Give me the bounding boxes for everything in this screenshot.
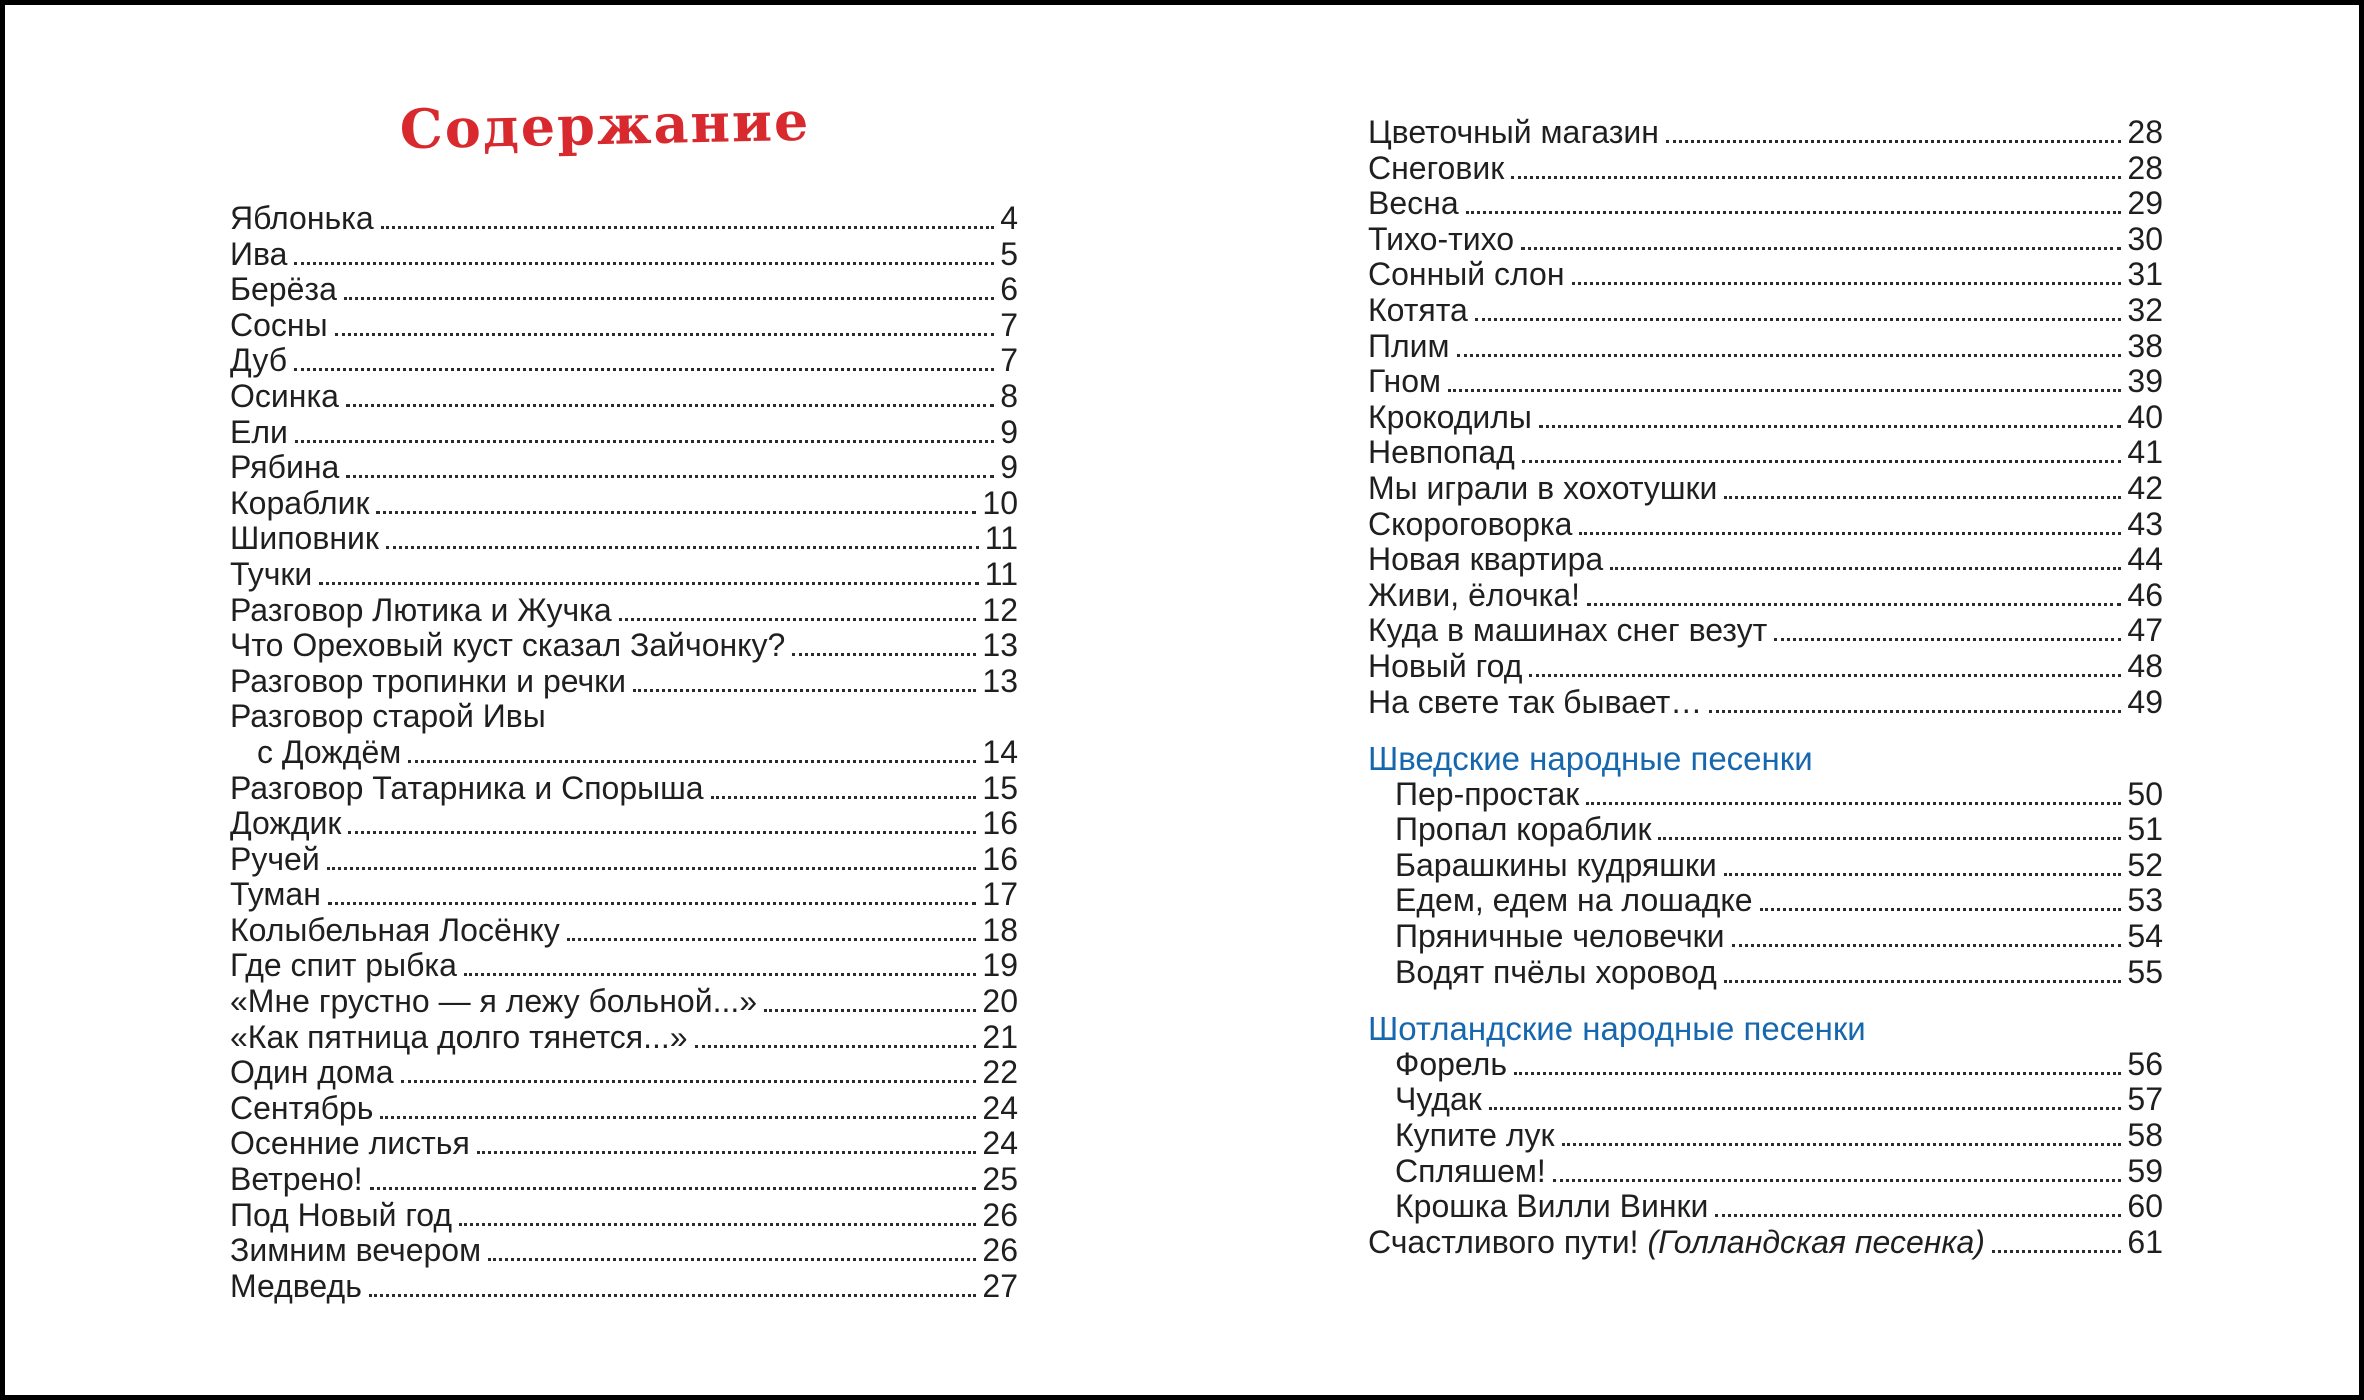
section-header-label: Шотландские народные песенки xyxy=(1368,1010,1866,1048)
dot-leader xyxy=(328,902,977,905)
entry-title: Ели xyxy=(230,413,288,450)
page-number: 20 xyxy=(982,983,1018,1020)
toc-entry xyxy=(230,664,1018,700)
dot-leader xyxy=(401,1080,977,1083)
toc-entry xyxy=(1368,1225,2163,1261)
toc-entry xyxy=(230,272,1018,308)
entry-title: Рябина xyxy=(230,449,340,486)
dot-leader xyxy=(488,1258,976,1261)
entry-title: Гном xyxy=(1368,363,1441,400)
toc-entry xyxy=(230,984,1018,1020)
entry-title: Невпопад xyxy=(1368,434,1515,471)
toc-entry xyxy=(230,201,1018,237)
dot-leader xyxy=(1586,802,2121,805)
page-number: 15 xyxy=(982,769,1018,806)
page-number: 54 xyxy=(2127,918,2163,955)
page-number: 47 xyxy=(2127,612,2163,649)
toc-entry xyxy=(1368,329,2163,365)
dot-leader xyxy=(1539,425,2122,428)
toc-entry xyxy=(1368,578,2163,614)
toc-right-column xyxy=(1368,115,2163,1260)
toc-entry xyxy=(1368,919,2163,955)
toc-entry xyxy=(230,735,1018,771)
toc-entry xyxy=(230,1091,1018,1127)
entry-title: Живи, ёлочка! xyxy=(1368,576,1581,613)
page-number: 25 xyxy=(982,1161,1018,1198)
toc-entry xyxy=(230,1198,1018,1234)
toc-entry xyxy=(1368,115,2163,151)
dot-leader xyxy=(792,653,976,656)
toc-entry xyxy=(1368,364,2163,400)
dot-leader xyxy=(348,831,976,834)
dot-leader xyxy=(633,689,976,692)
dot-leader xyxy=(1562,1143,2122,1146)
entry-title: «Мне грустно — я лежу больной...» xyxy=(230,983,758,1020)
entry-title: Что Ореховый куст сказал Зайчонку? xyxy=(230,627,786,664)
page-number: 61 xyxy=(2127,1223,2163,1260)
toc-entry xyxy=(1368,257,2163,293)
page-number: 32 xyxy=(2127,291,2163,328)
entry-title: Ручей xyxy=(230,840,320,877)
page-number: 30 xyxy=(2127,220,2163,257)
entry-title: Едем, едем на лошадке xyxy=(1395,882,1753,919)
page-number: 10 xyxy=(982,484,1018,521)
dot-leader xyxy=(477,1151,977,1154)
entry-title: Новый год xyxy=(1368,647,1523,684)
toc-entry xyxy=(230,343,1018,379)
page-number: 46 xyxy=(2127,576,2163,613)
toc-entry xyxy=(1368,1189,2163,1225)
entry-title: Ива xyxy=(230,235,288,272)
dot-leader xyxy=(1732,944,2122,947)
page-number: 60 xyxy=(2127,1188,2163,1225)
entry-title: Снеговик xyxy=(1368,149,1505,186)
page-number: 52 xyxy=(2127,846,2163,883)
toc-entry xyxy=(230,450,1018,486)
dot-leader xyxy=(1709,710,2121,713)
page-number: 56 xyxy=(2127,1045,2163,1082)
dot-leader xyxy=(1489,1107,2122,1110)
entry-title: Разговор старой Ивы xyxy=(230,698,546,735)
entry-title: Тихо-тихо xyxy=(1368,220,1515,257)
toc-entry xyxy=(1368,186,2163,222)
dot-leader xyxy=(459,1223,976,1226)
dot-leader xyxy=(1992,1250,2122,1253)
page-number: 55 xyxy=(2127,953,2163,990)
toc-entry xyxy=(230,593,1018,629)
toc-entry xyxy=(1368,293,2163,329)
toc-entry xyxy=(230,628,1018,664)
toc-entry xyxy=(230,486,1018,522)
page-number: 40 xyxy=(2127,398,2163,435)
dot-leader xyxy=(370,1187,977,1190)
entry-title: Пряничные человечки xyxy=(1395,918,1725,955)
page-number: 14 xyxy=(982,733,1018,770)
page-number: 13 xyxy=(982,627,1018,664)
section-header xyxy=(1368,741,2163,777)
page-number: 59 xyxy=(2127,1152,2163,1189)
dot-leader xyxy=(1610,567,2121,570)
toc-entry xyxy=(1368,1082,2163,1118)
dot-leader xyxy=(380,1116,976,1119)
dot-leader xyxy=(764,1009,976,1012)
entry-title: Котята xyxy=(1368,291,1468,328)
toc-entry xyxy=(230,877,1018,913)
toc-entry xyxy=(1368,222,2163,258)
dot-leader xyxy=(464,973,976,976)
dot-leader xyxy=(295,440,994,443)
toc-entry xyxy=(1368,1047,2163,1083)
toc-entry xyxy=(230,1162,1018,1198)
page-number: 18 xyxy=(982,911,1018,948)
page-number: 29 xyxy=(2127,185,2163,222)
dot-leader xyxy=(1514,1072,2121,1075)
entry-title: Плим xyxy=(1368,327,1450,364)
dot-leader xyxy=(1466,211,2122,214)
page-number: 44 xyxy=(2127,541,2163,578)
dot-leader xyxy=(408,760,976,763)
entry-title: Водят пчёлы хоровод xyxy=(1395,953,1717,990)
dot-leader xyxy=(1666,140,2121,143)
entry-title: Яблонька xyxy=(230,200,374,236)
page-number: 4 xyxy=(1000,200,1018,236)
dot-leader xyxy=(344,297,994,300)
entry-title: Сентябрь xyxy=(230,1089,374,1126)
toc-entry xyxy=(1368,685,2163,721)
page-number: 26 xyxy=(982,1196,1018,1233)
entry-title: Под Новый год xyxy=(230,1196,453,1233)
entry-title: Крошка Вилли Винки xyxy=(1395,1188,1709,1225)
page-number: 28 xyxy=(2127,114,2163,150)
page-number: 48 xyxy=(2127,647,2163,684)
page-number: 49 xyxy=(2127,683,2163,720)
entry-title: Барашкины кудряшки xyxy=(1395,846,1717,883)
page-number: 51 xyxy=(2127,811,2163,848)
dot-leader xyxy=(1521,247,2121,250)
page-number: 8 xyxy=(1000,377,1018,414)
page-number: 57 xyxy=(2127,1081,2163,1118)
dot-leader xyxy=(369,1294,977,1297)
entry-title: Туман xyxy=(230,876,321,913)
toc-entry xyxy=(1368,151,2163,187)
page-number: 17 xyxy=(982,876,1018,913)
dot-leader xyxy=(1715,1214,2121,1217)
dot-leader xyxy=(1587,603,2121,606)
page-number: 58 xyxy=(2127,1117,2163,1154)
page-number: 9 xyxy=(1000,413,1018,450)
toc-entry xyxy=(230,806,1018,842)
page-number: 41 xyxy=(2127,434,2163,471)
entry-title: Разговор Лютика и Жучка xyxy=(230,591,612,628)
page-number: 53 xyxy=(2127,882,2163,919)
entry-title: Где спит рыбка xyxy=(230,947,457,984)
page-number: 9 xyxy=(1000,449,1018,486)
entry-title: с Дождём xyxy=(257,733,402,770)
toc-entry xyxy=(230,913,1018,949)
dot-leader xyxy=(1579,532,2121,535)
toc-entry xyxy=(1368,777,2163,813)
entry-title: Сонный слон xyxy=(1368,256,1565,293)
entry-title: Куда в машинах снег везут xyxy=(1368,612,1768,649)
toc-entry xyxy=(230,771,1018,807)
page-number: 7 xyxy=(1000,342,1018,379)
dot-leader xyxy=(1724,980,2122,983)
dot-leader xyxy=(1448,389,2121,392)
toc-entry xyxy=(230,415,1018,451)
dot-leader xyxy=(695,1045,977,1048)
entry-title: Колыбельная Лосёнку xyxy=(230,911,560,948)
page-number: 27 xyxy=(982,1267,1018,1304)
page-number: 38 xyxy=(2127,327,2163,364)
entry-title: Берёза xyxy=(230,271,337,308)
dot-leader xyxy=(1553,1179,2122,1182)
entry-title: Осинка xyxy=(230,377,339,414)
page-number: 12 xyxy=(982,591,1018,628)
page-number: 7 xyxy=(1000,306,1018,343)
entry-title: Спляшем! xyxy=(1395,1152,1546,1189)
toc-entry xyxy=(230,842,1018,878)
entry-title: Разговор тропинки и речки xyxy=(230,662,627,699)
dot-leader xyxy=(1774,638,2121,641)
page-number: 6 xyxy=(1000,271,1018,308)
toc-entry xyxy=(1368,848,2163,884)
dot-leader xyxy=(1724,873,2122,876)
toc-entry xyxy=(1368,542,2163,578)
toc-entry xyxy=(230,308,1018,344)
toc-entry xyxy=(1368,955,2163,991)
entry-title: Мы играли в хохотушки xyxy=(1368,469,1718,506)
toc-entry xyxy=(230,1269,1018,1305)
toc-entry xyxy=(1368,1118,2163,1154)
entry-title: «Как пятница долго тянется...» xyxy=(230,1018,688,1055)
page-number: 50 xyxy=(2127,775,2163,812)
entry-title: Медведь xyxy=(230,1267,362,1304)
entry-title: Форель xyxy=(1395,1045,1507,1082)
page-number: 19 xyxy=(982,947,1018,984)
page-number: 5 xyxy=(1000,235,1018,272)
entry-title: Крокодилы xyxy=(1368,398,1532,435)
dot-leader xyxy=(327,867,977,870)
dot-leader xyxy=(567,938,977,941)
entry-title: Шиповник xyxy=(230,520,379,557)
entry-title: Тучки xyxy=(230,555,313,592)
dot-leader xyxy=(1522,460,2122,463)
dot-leader xyxy=(1658,837,2121,840)
entry-title: На свете так бывает… xyxy=(1368,683,1703,720)
entry-title: Зимним вечером xyxy=(230,1232,482,1269)
dot-leader xyxy=(1475,318,2122,321)
entry-title: Счастливого пути! xyxy=(1368,1223,1639,1260)
dot-leader xyxy=(1760,908,2122,911)
toc-entry xyxy=(1368,1154,2163,1190)
entry-title: Скороговорка xyxy=(1368,505,1573,542)
entry-title: Один дома xyxy=(230,1054,394,1091)
page-number: 31 xyxy=(2127,256,2163,293)
dot-leader xyxy=(294,368,994,371)
entry-title: Дождик xyxy=(230,805,342,842)
toc-entry xyxy=(1368,435,2163,471)
page-number: 11 xyxy=(984,520,1018,557)
toc-entry xyxy=(230,1126,1018,1162)
toc-entry xyxy=(1368,471,2163,507)
dot-leader xyxy=(376,511,976,514)
entry-title: Весна xyxy=(1368,185,1459,222)
entry-subtitle-italic: (Голландская песенка) xyxy=(1638,1223,1985,1260)
entry-title: Осенние листья xyxy=(230,1125,470,1162)
dot-leader xyxy=(1511,176,2121,179)
page-number: 11 xyxy=(984,555,1018,592)
dot-leader xyxy=(346,475,994,478)
dot-leader xyxy=(1457,354,2122,357)
toc-left-column xyxy=(230,201,1018,1304)
dot-leader xyxy=(381,226,995,229)
dot-leader xyxy=(1724,496,2121,499)
entry-title: Новая квартира xyxy=(1368,541,1604,578)
toc-entry xyxy=(230,1055,1018,1091)
toc-entry xyxy=(1368,883,2163,919)
toc-entry xyxy=(1368,613,2163,649)
page-number: 24 xyxy=(982,1125,1018,1162)
entry-title: Пропал кораблик xyxy=(1395,811,1652,848)
page-number: 16 xyxy=(982,805,1018,842)
toc-entry xyxy=(230,699,1018,735)
entry-title: Кораблик xyxy=(230,484,370,521)
dot-leader xyxy=(319,582,978,585)
page-number: 16 xyxy=(982,840,1018,877)
dot-leader xyxy=(711,796,977,799)
dot-leader xyxy=(335,333,995,336)
entry-title: Пер-простак xyxy=(1395,775,1580,812)
entry-title: Купите лук xyxy=(1395,1117,1555,1154)
toc-entry xyxy=(230,1233,1018,1269)
dot-leader xyxy=(386,546,979,549)
dot-leader xyxy=(1572,282,2122,285)
entry-title: Дуб xyxy=(230,342,288,379)
page-number: 13 xyxy=(982,662,1018,699)
page-number: 24 xyxy=(982,1089,1018,1126)
toc-entry xyxy=(230,237,1018,273)
toc-entry xyxy=(230,557,1018,593)
entry-title: Цветочный магазин xyxy=(1368,114,1659,150)
toc-entry xyxy=(1368,400,2163,436)
toc-entry xyxy=(230,948,1018,984)
page-number: 22 xyxy=(982,1054,1018,1091)
toc-entry xyxy=(1368,649,2163,685)
page-number: 42 xyxy=(2127,469,2163,506)
entry-title: Чудак xyxy=(1395,1081,1482,1118)
toc-entry xyxy=(230,521,1018,557)
dot-leader xyxy=(619,618,977,621)
toc-entry xyxy=(230,379,1018,415)
page-number: 26 xyxy=(982,1232,1018,1269)
section-header-label: Шведские народные песенки xyxy=(1368,740,1813,778)
page-number: 21 xyxy=(982,1018,1018,1055)
dot-leader xyxy=(294,262,994,265)
entry-title: Сосны xyxy=(230,306,328,343)
dot-leader xyxy=(346,404,994,407)
entry-title: Разговор Татарника и Спорыша xyxy=(230,769,704,806)
page-number: 28 xyxy=(2127,149,2163,186)
toc-entry xyxy=(1368,812,2163,848)
page-number: 39 xyxy=(2127,363,2163,400)
section-header xyxy=(1368,1011,2163,1047)
page-number: 43 xyxy=(2127,505,2163,542)
dot-leader xyxy=(1529,674,2121,677)
toc-entry xyxy=(1368,507,2163,543)
page-title: Содержание xyxy=(399,88,811,162)
toc-entry xyxy=(230,1020,1018,1056)
entry-title: Ветрено! xyxy=(230,1161,363,1198)
